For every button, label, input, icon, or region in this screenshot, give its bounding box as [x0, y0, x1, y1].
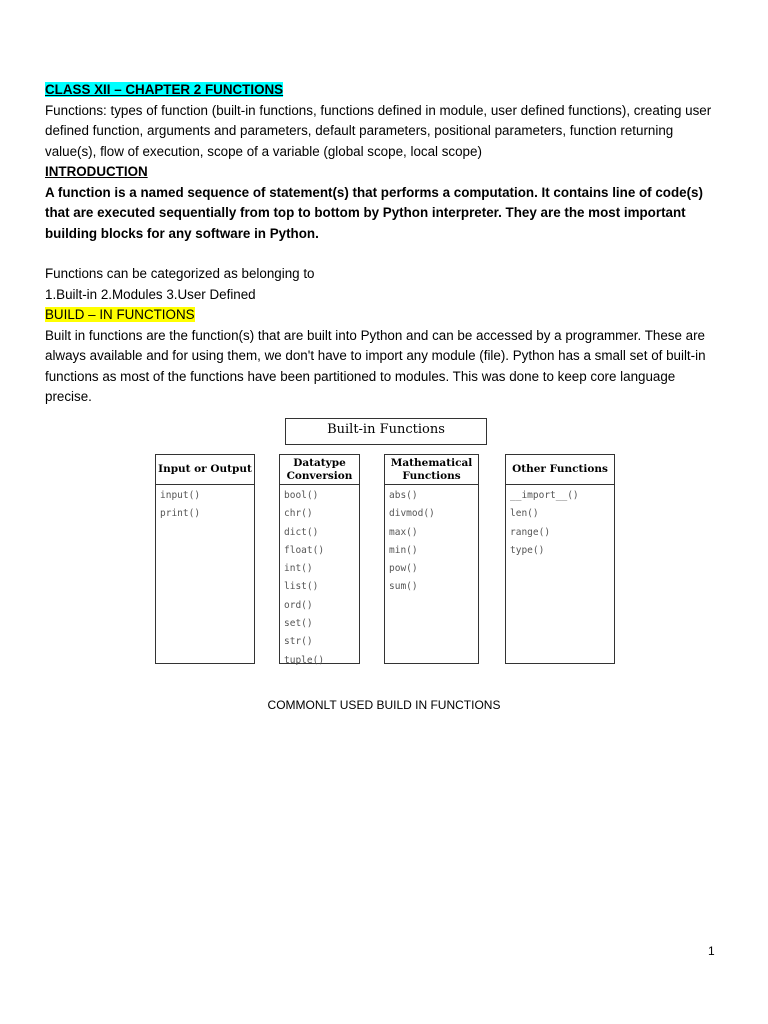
function-item: print()	[160, 508, 201, 520]
column-other-functions	[505, 454, 615, 664]
document-body	[45, 80, 725, 408]
figure-title: Built-in Functions	[285, 418, 487, 445]
function-item: set()	[284, 618, 313, 630]
column-mathematical-functions	[384, 454, 479, 664]
function-item: bool()	[284, 490, 319, 501]
page-number: 1	[708, 944, 715, 958]
function-item: str()	[284, 636, 313, 648]
intro-paragraph: Functions: types of function (built-in functions, functions defined in module, user defined functions), creating user defined function, arguments and parameters, default parameters, positional parameters, function returning value(s), flow of execution, scope of a variable (global scope, local scope)	[45, 102, 712, 159]
function-item: abs()	[389, 490, 418, 501]
function-item: list()	[284, 581, 319, 593]
function-item: int()	[284, 563, 313, 575]
column-header: Input or Output	[156, 455, 254, 485]
function-item: divmod()	[389, 508, 435, 520]
function-item: ord()	[284, 599, 313, 611]
column-input-output	[155, 454, 255, 664]
function-item: __import__()	[510, 490, 579, 501]
column-header: Datatype Conversion	[280, 455, 359, 485]
function-item: min()	[389, 544, 418, 556]
builtin-heading: BUILD – IN FUNCTIONS	[45, 307, 195, 322]
column-datatype-conversion	[279, 454, 360, 664]
categories-line: Functions can be categorized as belonging to	[45, 266, 315, 281]
function-item: float()	[284, 544, 325, 556]
chapter-heading: CLASS XII – CHAPTER 2 FUNCTIONS	[45, 82, 284, 97]
introduction-heading: INTRODUCTION	[45, 164, 148, 179]
function-item: type()	[510, 544, 545, 556]
function-item: tuple()	[284, 654, 325, 666]
function-item: pow()	[389, 563, 418, 575]
function-item: max()	[389, 526, 418, 538]
function-item: range()	[510, 526, 551, 538]
function-item: chr()	[284, 508, 313, 520]
function-item: dict()	[284, 526, 319, 538]
figure-caption: COMMONLT USED BUILD IN FUNCTIONS	[267, 698, 501, 712]
function-item: input()	[160, 490, 201, 501]
column-header: Mathematical Functions	[385, 455, 478, 485]
builtin-text: Built in functions are the function(s) that are built into Python and can be accessed by a programmer. These are always available and for using them, we don't have to import any module (file). Python has a small set of built-in functions as most of the functions have been partitioned to modules. This was done to keep core language precise.	[45, 327, 706, 404]
introduction-text: A function is a named sequence of statement(s) that performs a computation. It contains line of code(s) that are executed sequentially from top to bottom by Python interpreter. They are the most important building blocks for any software in Python.	[45, 184, 703, 241]
column-header: Other Functions	[506, 455, 614, 485]
categories-list: 1.Built-in 2.Modules 3.User Defined	[45, 286, 256, 302]
function-item: len()	[510, 508, 539, 520]
function-item: sum()	[389, 581, 418, 593]
